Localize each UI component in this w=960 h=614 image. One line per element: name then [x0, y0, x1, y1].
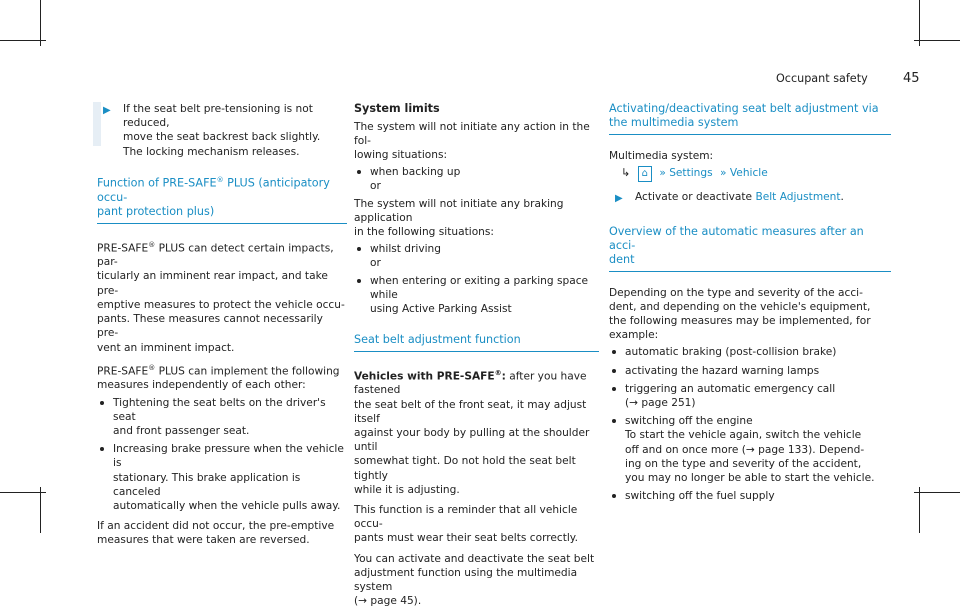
path-arrow-icon: ↳ — [621, 166, 631, 180]
paragraph: PRE-SAFE® PLUS can implement the following measures independently of each other: — [97, 363, 340, 392]
list-item: automatic braking (post-collision brake) — [609, 345, 891, 359]
paragraph: The system will not initiate any action in the fol- lowing situations: — [354, 121, 590, 162]
list-item: triggering an automatic emergency call (→ page 251) — [609, 382, 891, 410]
paragraph: Vehicles with PRE-SAFE®: after you have fastened the seat belt of the front seat, it may adjust itself against your body by pulling at the shoulder until somewhat tight. Do not hold the seat belt tightly while it is adjusting. — [354, 368, 590, 496]
column-2 — [354, 102, 599, 614]
list-item: when entering or exiting a parking space while using Active Parking Assist — [354, 274, 599, 317]
chevron-icon: » — [720, 167, 727, 180]
paragraph: Depending on the type and severity of the acci- dent, and depending on the vehicle's equipment, the following measures may be implemented, for example: — [609, 286, 871, 342]
list-item: activating the hazard warning lamps — [609, 364, 891, 378]
page-number: 45 — [903, 71, 920, 86]
list-item: switching off the fuel supply — [609, 489, 891, 503]
crop-mark — [0, 492, 46, 493]
list-item: Increasing brake pressure when the vehicle is stationary. This brake application is canceled automatically when the vehicle pulls away. — [97, 442, 347, 513]
crop-mark — [0, 40, 46, 41]
paragraph: This function is a reminder that all vehicle occu- pants must wear their seat belts correctly. — [354, 504, 578, 545]
column-3 — [609, 102, 891, 509]
menu-path — [621, 166, 891, 182]
step-arrow-icon: ▶ — [103, 105, 111, 116]
column-1 — [97, 102, 347, 554]
paragraph: PRE-SAFE® PLUS can detect certain impacts, par- ticularly an imminent rear impact, and take pre- emptive measures to protect the vehicle occu- pants. These measures cannot necessarily pre- vent an imminent impact. — [97, 240, 345, 354]
measures-list — [609, 345, 891, 503]
menu-vehicle: Vehicle — [729, 167, 768, 180]
crop-mark — [40, 487, 41, 533]
limits-list — [354, 242, 599, 317]
list-item: when backing up or — [354, 165, 599, 193]
paragraph: If an accident did not occur, the pre-emptive measures that were taken are reversed. — [97, 520, 335, 547]
instruction-step: ▶ Activate or deactivate Belt Adjustment. — [609, 190, 891, 204]
limits-list — [354, 165, 599, 193]
home-icon: ⌂ — [638, 166, 652, 182]
paragraph: The system will not initiate any braking application in the following situations: — [354, 198, 564, 239]
menu-settings: Settings — [669, 167, 713, 180]
note-step: ▶ If the seat belt pre-tensioning is not reduced, move the seat backrest back slightly. The locking mechanism releases. — [103, 103, 321, 158]
list-item: whilst driving or — [354, 242, 599, 270]
multimedia-label: Multimedia system: — [609, 150, 714, 162]
crop-mark — [914, 492, 960, 493]
measures-list — [97, 396, 347, 514]
crop-mark — [919, 487, 920, 533]
list-item: switching off the engine To start the vehicle again, switch the vehicle off and on once more (→ page 133). Depend- ing on the type and severity of the accident, you may no longer be able to start the vehicle. — [609, 414, 891, 485]
heading-seat-belt-adjustment: Seat belt adjustment function — [354, 333, 599, 352]
heading-automatic-measures: Overview of the automatic measures after an acci- dent — [609, 225, 891, 272]
heading-pre-safe-plus: Function of PRE-SAFE® PLUS (anticipatory occu- pant protection plus) — [97, 173, 347, 224]
list-item: Tightening the seat belts on the driver's seat and front passenger seat. — [97, 396, 347, 439]
section-title: Occupant safety — [776, 72, 868, 85]
crop-mark — [914, 40, 960, 41]
heading-system-limits: System limits — [354, 102, 440, 115]
heading-activating-seat-belt-adjustment: Activating/deactivating seat belt adjustment via the multimedia system — [609, 102, 891, 135]
step-arrow-icon: ▶ — [615, 193, 623, 205]
paragraph: You can activate and deactivate the seat belt adjustment function using the multimedia system (→ page 45). — [354, 552, 595, 608]
chevron-icon: » — [659, 167, 666, 180]
